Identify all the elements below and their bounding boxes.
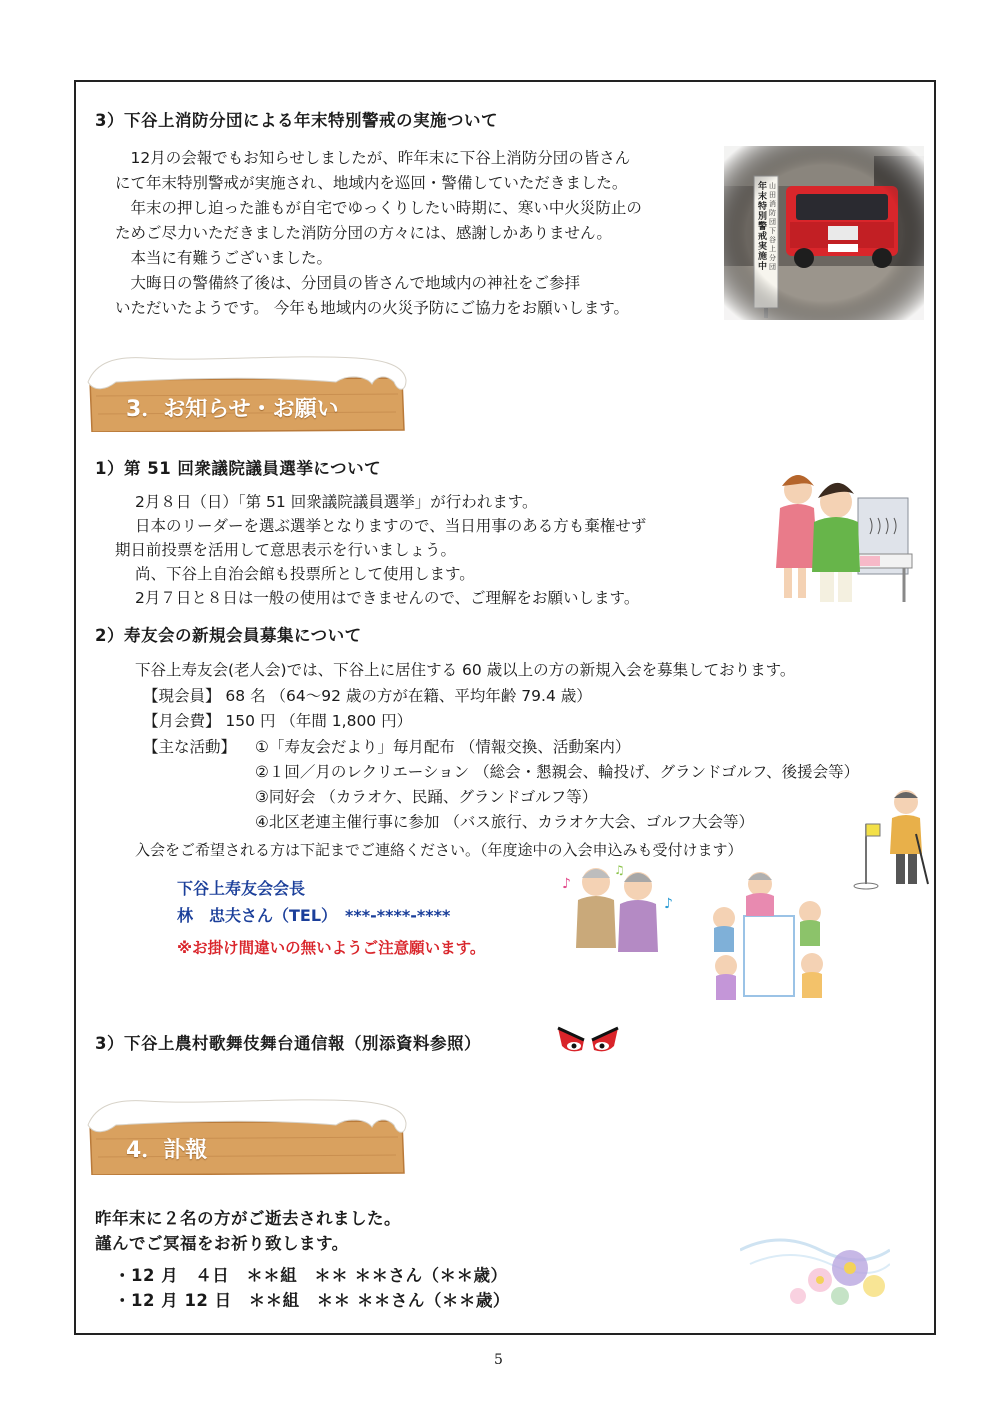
club-activities-label: 【主な活動】 — [143, 738, 237, 756]
svg-text:♪: ♪ — [664, 896, 673, 912]
obituary-banner — [86, 1095, 408, 1175]
obituary-entry: ・12 月 ４日 ＊＊組 ＊＊ ＊＊さん（＊＊歳） — [114, 1266, 508, 1285]
club-contact-line — [177, 903, 450, 926]
club-activity-item: ③同好会 （カラオケ、民踊、グランドゴルフ等） — [255, 788, 598, 806]
kabuki-heading: 3）下谷上農村歌舞伎舞台通信報（別添資料参照） — [95, 1034, 481, 1053]
fire-section-body — [115, 146, 642, 321]
election-line: 尚、下谷上自治会館も投票所として使用します。 — [135, 565, 475, 583]
fire-line: 年末の押し迫った誰もが自宅でゆっくりしたい時期に、寒い中火災防止の — [115, 199, 642, 217]
chrysanthemum-illustration — [740, 1220, 890, 1310]
club-intro: 下谷上寿友会(老人会)では、下谷上に居住する 60 歳以上の方の新規入会を募集しております。 — [135, 661, 796, 679]
club-activity-item: ④北区老連主催行事に参加 （バス旅行、カラオケ大会、ゴルフ大会等） — [255, 813, 755, 831]
club-activity-item: ②１回／月のレクリエーション （総会・懇親会、輪投げ、グランドゴルフ、後援会等） — [255, 763, 860, 781]
obituary-line1: 昨年末に２名の方がご逝去されました。 — [95, 1209, 401, 1228]
club-phone[interactable]: ***-****-**** — [345, 906, 451, 925]
fire-line: 大晦日の警備終了後は、分団員の皆さんで地域内の神社をご参拝 — [115, 274, 581, 292]
fire-truck-photo — [724, 146, 924, 320]
election-line: 期日前投票を活用して意思表示を行いましょう。 — [115, 541, 457, 559]
svg-text:♪: ♪ — [562, 876, 571, 892]
photo-sign-subtext: 山田消防団下谷上分団 — [769, 182, 776, 271]
meeting-illustration — [710, 866, 830, 1006]
fire-section-heading: 3）下谷上消防分団による年末特別警戒の実施ついて — [95, 111, 498, 130]
club-fee: 【月会費】 150 円 （年間 1,800 円） — [143, 712, 413, 730]
svg-text:♫: ♫ — [614, 863, 625, 877]
election-body — [115, 490, 646, 610]
election-heading: 1）第 51 回衆議院議員選挙について — [95, 459, 382, 478]
page-number: 5 — [494, 1352, 503, 1368]
election-line: 2月７日と８日は一般の使用はできませんので、ご理解をお願いします。 — [135, 589, 640, 607]
fire-line: ためご尽力いただきました消防分団の方々には、感謝しかありません。 — [115, 224, 612, 242]
obituary-banner-title: 4．訃報 — [126, 1138, 208, 1163]
fire-line: にて年末特別警戒が実施され、地域内を巡回・警備していただきました。 — [115, 174, 628, 192]
fire-line: 本当に有難うございました。 — [115, 249, 333, 267]
notice-banner — [86, 352, 408, 432]
club-warning: ※お掛け間違いの無いようご注意願います。 — [177, 939, 486, 957]
fire-line: 12月の会報でもお知らせしましたが、昨年末に下谷上消防分団の皆さん — [115, 149, 631, 167]
golf-illustration — [846, 784, 936, 894]
election-line: 2月８日（日）「第 51 回衆議院議員選挙」が行われます。 — [135, 493, 538, 511]
obituary-entry: ・12 月 12 日 ＊＊組 ＊＊ ＊＊さん（＊＊歳） — [114, 1291, 510, 1310]
notice-banner-title: 3．お知らせ・お願い — [126, 397, 339, 422]
club-members: 【現会員】 68 名 （64～92 歳の方が在籍、平均年齢 79.4 歳） — [143, 687, 592, 705]
kabuki-eyes-icon — [556, 1024, 620, 1062]
election-line: 日本のリーダーを選ぶ選挙となりますので、当日用事のある方も棄権せず — [135, 517, 647, 535]
club-contact-intro: 入会をご希望される方は下記までご連絡ください。（年度途中の入会申込みも受付けます） — [135, 841, 743, 859]
karaoke-illustration — [556, 858, 680, 968]
fire-line: いただいたようです。 今年も地域内の火災予防にご協力をお願いします。 — [115, 299, 629, 317]
photo-sign-text: 年末特別警戒実施中 — [758, 182, 768, 272]
club-contact-name: 林 忠夫さん（TEL） — [177, 906, 338, 925]
voting-illustration — [762, 468, 914, 604]
club-heading: 2）寿友会の新規会員募集について — [95, 626, 362, 645]
club-chairman: 下谷上寿友会会長 — [177, 879, 306, 898]
obituary-line2: 謹んでご冥福をお祈り致します。 — [95, 1234, 349, 1253]
club-activity-item: ①「寿友会だより」毎月配布 （情報交換、活動案内） — [255, 738, 631, 756]
